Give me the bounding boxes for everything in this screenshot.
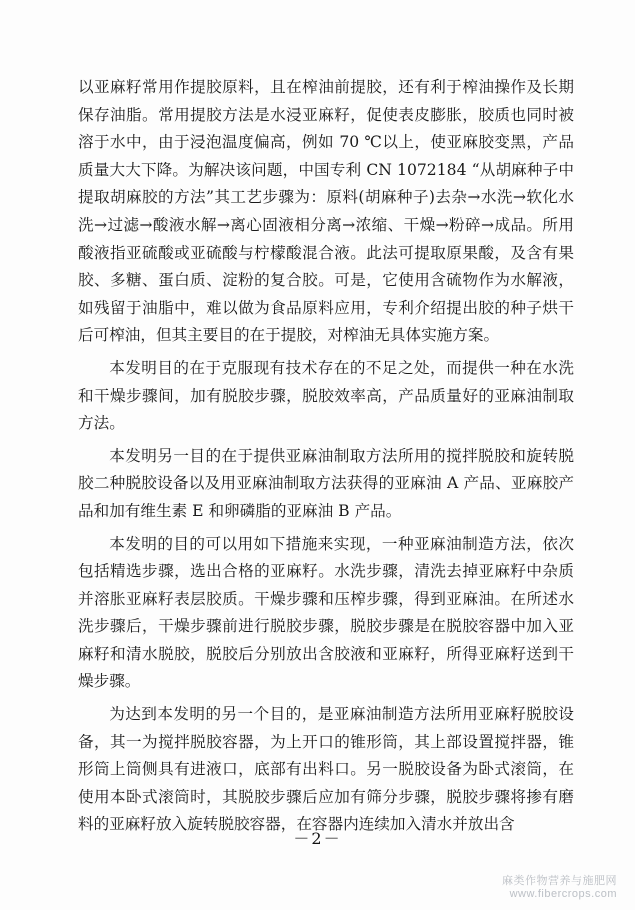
paragraph-2: 本发明目的在于克服现有技术存在的不足之处，而提供一种在水洗和干燥步骤间，加有脱胶步骤，脱胶效率高，产品质量好的亚麻油制取方法。 <box>78 358 574 433</box>
paragraph-1: 以亚麻籽常用作提胶原料，且在榨油前提胶，还有利于榨油操作及长期保存油脂。常用提胶方法是水浸亚麻籽，促使表皮膨胀，胶质也同时被溶于水中，由于浸泡温度偏高，例如 70 ℃以上，使亚麻胶变黑，产品质量大大下降。为解决该问题，中国专利 CN 1072184 “从胡麻种子中提取胡麻胶的方法”其工艺步骤为：原料(胡麻种子)去杂→水洗→软化水洗→过滤→酸液水解→离心固液相分离→浓缩、干燥→粉碎→成品。所用酸液指亚硫酸或亚硫酸与柠檬酸混合液。此法可提取原果酸，及含有果胶、多糖、蛋白质、淀粉的复合胶。可是，它使用含硫物作为水解液，如残留于油脂中，难以做为食品原料应用，专利介绍提出胶的种子烘干后可榨油，但其主要目的在于提胶，对榨油无具体实施方案。 <box>78 78 574 345</box>
watermark-site-url: www.fibercrops.com <box>509 888 617 900</box>
watermark-site-name: 麻类作物营养与施肥网 <box>502 874 617 887</box>
document-body <box>78 74 574 844</box>
paragraph-5: 为达到本发明的另一个目的，是亚麻油制造方法所用亚麻籽脱胶设备，其一为搅拌脱胶容器，为上开口的锥形筒，其上部设置搅拌器，锥形筒上筒侧具有进液口，底部有出料口。另一脱胶设备为卧式滚筒，在使用本卧式滚筒时，其脱胶步骤后应加有筛分步骤，脱胶步骤将掺有磨料的亚麻籽放入旋转脱胶容器，在容器内连续加入清水并放出含 <box>78 705 574 834</box>
paragraph-3: 本发明另一目的在于提供亚麻油制取方法所用的搅拌脱胶和旋转脱胶二种脱胶设备以及用亚麻油制取方法获得的亚麻油 A 产品、亚麻胶产品和加有维生素 E 和卵磷脂的亚麻油 B 产品。 <box>78 446 574 520</box>
paragraph-4: 本发明的目的可以用如下措施来实现，一种亚麻油制造方法，依次包括精选步骤，选出合格的亚麻籽。水洗步骤，清洗去掉亚麻籽中杂质并溶胀亚麻籽表层胶质。干燥步骤和压榨步骤，得到亚麻油。在所述水洗步骤后，干燥步骤前进行脱胶步骤，脱胶步骤是在脱胶容器中加入亚麻籽和清水脱胶，脱胶后分别放出含胶液和亚麻籽，所得亚麻籽送到干燥步骤。 <box>78 534 574 691</box>
page-number: －2－ <box>293 829 342 848</box>
